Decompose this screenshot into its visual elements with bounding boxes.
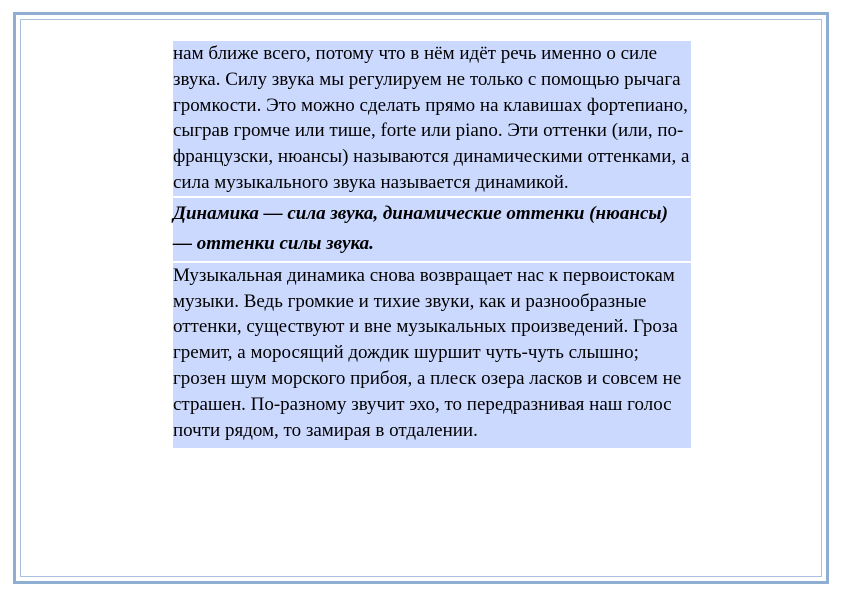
- paragraph-dynamics: Музыкальная динамика снова возвращает нас к первоистокам музыки. Ведь громкие и тихие звуки, как и разнообразные оттенки, существуют и вне музыкальных произведений. Гроза гремит, а моросящий дождик шуршит чуть-чуть слышно; грозен шум морского прибоя, а плеск озера ласков и совсем не страшен. По-разному звучит эхо, то передразнивая наш голос почти рядом, то замирая в отдалении.: [173, 263, 691, 449]
- definition-paragraph: Динамика — сила звука, динамические оттенки (нюансы) — оттенки силы звука.: [173, 198, 691, 261]
- paragraph-intro: нам ближе всего, потому что в нём идёт речь именно о силе звука. Силу звука мы регулируем не только с помощью рычага громкости. Это можно сделать прямо на клавишах фортепиано, сыграв громче или тише, forte или piano. Эти оттенки (или, по-французски, нюансы) называются динамическими оттенками, а сила музыкального звука называется динамикой.: [173, 41, 691, 196]
- text-block: [170, 41, 695, 448]
